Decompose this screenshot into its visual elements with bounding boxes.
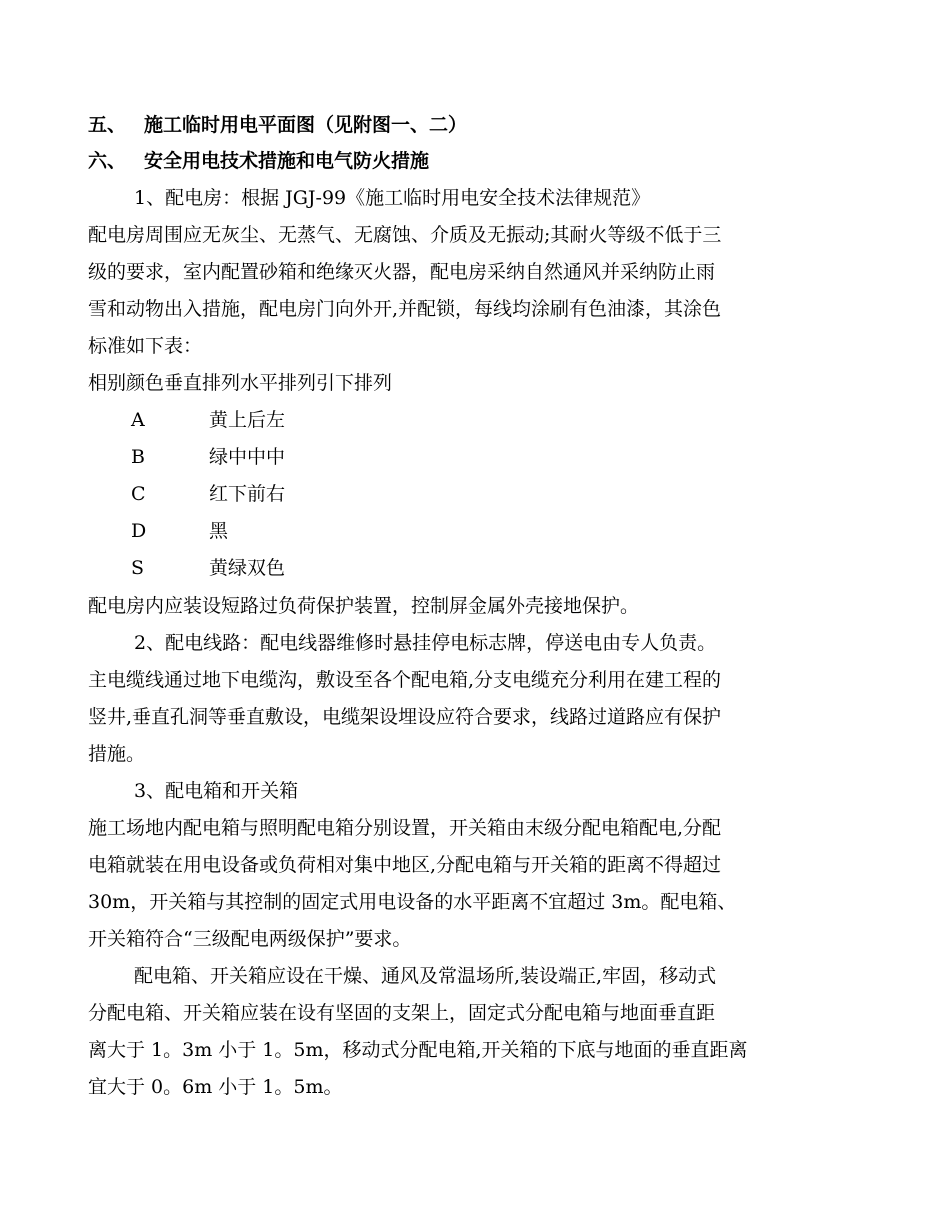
phase-values: 黑 xyxy=(209,520,229,542)
paragraph-line: 宜大于 0。6m 小于 1。5m。 xyxy=(88,1076,343,1098)
section-1-title: 1、配电房：根据 JGJ-99《施工临时用电安全技术法律规范》 xyxy=(134,187,651,209)
heading-number: 六、 xyxy=(88,150,127,172)
paragraph-line: 雪和动物出入措施，配电房门向外开,并配锁，每线均涂刷有色油漆，其涂色 xyxy=(88,298,722,320)
paragraph-line: 配电房内应装设短路过负荷保护装置，控制屏金属外壳接地保护。 xyxy=(88,595,640,617)
paragraph-line: 开关箱符合“三级配电两级保护”要求。 xyxy=(88,928,412,950)
paragraph-line: 措施。 xyxy=(88,743,146,765)
table-row xyxy=(131,445,285,469)
phase-values: 黄上后左 xyxy=(209,409,286,431)
phase-label: D xyxy=(131,520,147,542)
section-2-title: 2、配电线路：配电线器维修时悬挂停电标志牌，停送电由专人负责。 xyxy=(134,632,717,654)
phase-label: A xyxy=(131,409,145,431)
phase-values: 黄绿双色 xyxy=(209,557,286,579)
table-row xyxy=(131,408,285,432)
heading-text: 施工临时用电平面图（见附图一、二） xyxy=(144,114,468,136)
table-row xyxy=(131,519,228,543)
paragraph-line: 30m，开关箱与其控制的固定式用电设备的水平距离不宜超过 3m。配电箱、 xyxy=(88,891,737,913)
phase-label: S xyxy=(131,557,145,579)
paragraph-line: 配电房周围应无灰尘、无蒸气、无腐蚀、介质及无振动;其耐火等级不低于三 xyxy=(88,224,722,246)
phase-label: B xyxy=(131,446,145,468)
heading-6 xyxy=(88,149,429,173)
paragraph-line: 主电缆线通过地下电缆沟，敷设至各个配电箱,分支电缆充分利用在建工程的 xyxy=(88,669,722,691)
paragraph-line: 竖井,垂直孔洞等垂直敷设，电缆架设埋设应符合要求，线路过道路应有保护 xyxy=(88,706,722,728)
paragraph-line: 配电箱、开关箱应设在干燥、通风及常温场所,装设端正,牢固，移动式 xyxy=(134,965,717,987)
heading-5 xyxy=(88,113,467,137)
section-3-title: 3、配电箱和开关箱 xyxy=(134,780,299,802)
paragraph-line: 电箱就装在用电设备或负荷相对集中地区,分配电箱与开关箱的距离不得超过 xyxy=(88,854,722,876)
phase-label: C xyxy=(131,483,146,505)
table-header: 相别颜色垂直排列水平排列引下排列 xyxy=(88,372,393,394)
table-row xyxy=(131,556,285,580)
paragraph-line: 标准如下表： xyxy=(88,335,203,357)
heading-text: 安全用电技术措施和电气防火措施 xyxy=(144,150,430,172)
table-row xyxy=(131,482,285,506)
phase-values: 红下前右 xyxy=(209,483,286,505)
heading-number: 五、 xyxy=(88,114,127,136)
paragraph-line: 分配电箱、开关箱应装在设有坚固的支架上，固定式分配电箱与地面垂直距 xyxy=(88,1002,716,1024)
paragraph-line: 离大于 1。3m 小于 1。5m，移动式分配电箱,开关箱的下底与地面的垂直距离 xyxy=(88,1039,748,1061)
paragraph-line: 施工场地内配电箱与照明配电箱分别设置，开关箱由末级分配电箱配电,分配 xyxy=(88,817,722,839)
phase-values: 绿中中中 xyxy=(209,446,286,468)
paragraph-line: 级的要求，室内配置砂箱和绝缘灭火器，配电房采纳自然通风并采纳防止雨 xyxy=(88,261,716,283)
